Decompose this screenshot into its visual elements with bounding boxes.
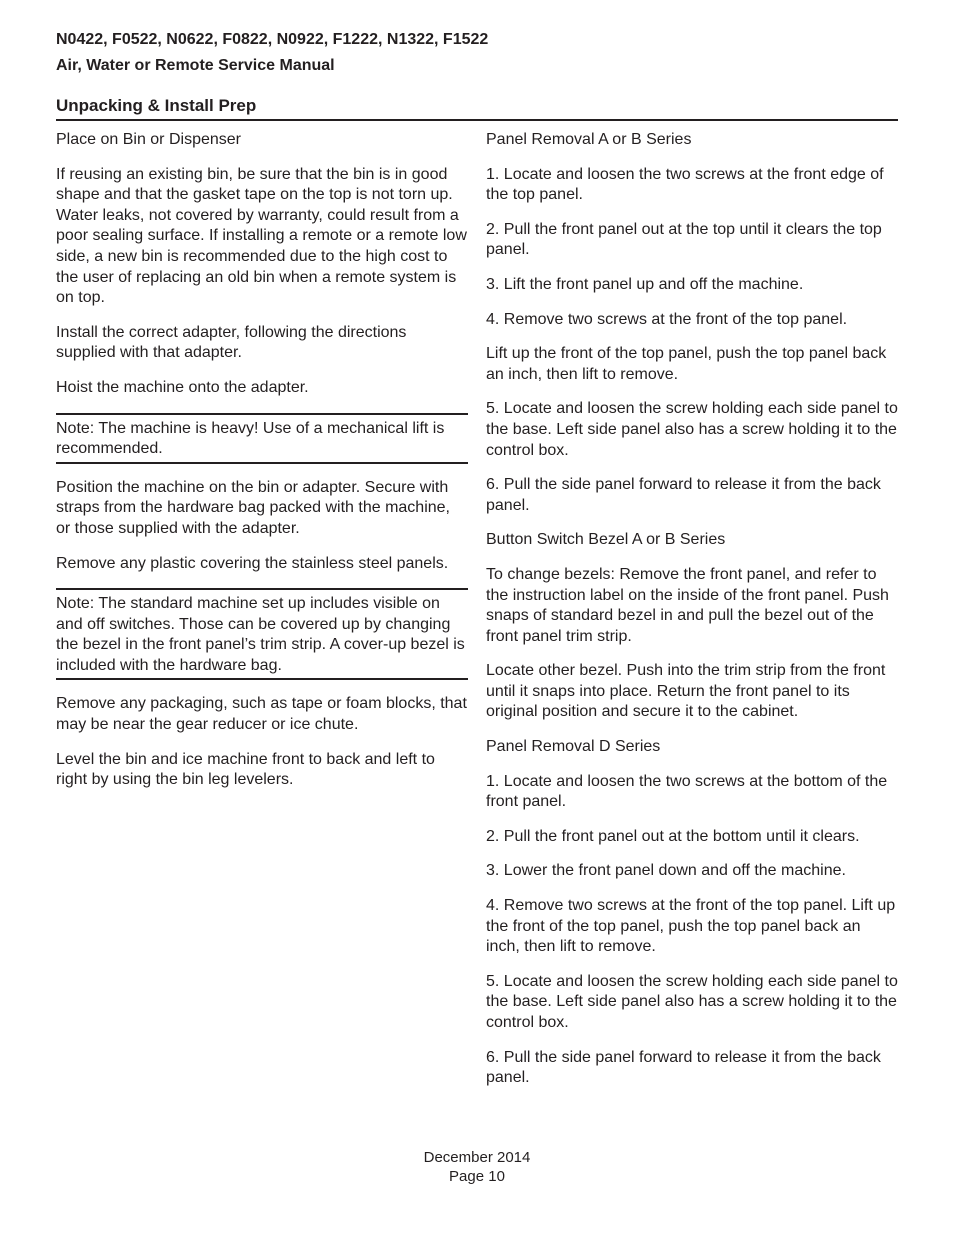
paragraph: Install the correct adapter, following the directions supplied with that adapter. [56,323,407,362]
subheading-panel-removal-d: Panel Removal D Series [486,738,661,756]
note-box [56,588,468,680]
section-title: Unpacking & Install Prep [56,96,898,121]
step-item: 3. Lift the front panel up and off the machine. [486,275,804,293]
page-footer [0,1148,954,1186]
step-item: 4. Remove two screws at the front of the top panel. Lift up the front of the top panel, push the top panel back an inch, then lift to remove. [486,897,896,956]
subheading-panel-removal-ab: Panel Removal A or B Series [486,131,692,148]
step-item: 5. Locate and loosen the screw holding each side panel to the base. Left side panel also has a screw holding it to the control box. [486,400,898,459]
note-text: Note: The standard machine set up includes visible on and off switches. Those can be covered up by changing the bezel in the front panel’s trim strip. A cover-up bezel is included with the hardware bag. [56,595,465,674]
paragraph: Position the machine on the bin or adapter. Secure with straps from the hardware bag packed with the machine, or those supplied with the adapter. [56,478,450,537]
right-column [486,130,898,1103]
step-item: 2. Pull the front panel out at the bottom until it clears. [486,827,860,845]
document-header [56,30,488,76]
paragraph: Hoist the machine onto the adapter. [56,378,309,396]
model-numbers: N0422, F0522, N0622, F0822, N0922, F1222, N1322, F1522 [56,31,489,48]
page-number: Page 10 [449,1168,505,1185]
step-item: 6. Pull the side panel forward to release it from the back panel. [486,476,881,514]
paragraph: Remove any packaging, such as tape or foam blocks, that may be near the gear reducer or ice chute. [56,695,467,734]
step-item: 4. Remove two screws at the front of the top panel. [486,310,848,328]
step-item: 3. Lower the front panel down and off the machine. [486,862,846,880]
paragraph: Locate other bezel. Push into the trim strip from the front until it snaps into place. Return the front panel to its original position and secure it to the cabinet. [486,662,886,721]
note-box [56,413,468,464]
paragraph: To change bezels: Remove the front panel, and refer to the instruction label on the inside of the front panel. Push snaps of standard bezel in and pull the bezel out of the front panel trim strip. [486,565,889,645]
step-item: 6. Pull the side panel forward to release it from the back panel. [486,1048,881,1087]
step-item: 1. Locate and loosen the two screws at the bottom of the front panel. [486,772,888,811]
subheading-place-on-bin: Place on Bin or Dispenser [56,131,241,148]
footer-date: December 2014 [423,1149,531,1166]
step-item: 1. Locate and loosen the two screws at the front edge of the top panel. [486,165,884,204]
paragraph: Remove any plastic covering the stainless steel panels. [56,554,449,572]
step-item: 5. Locate and loosen the screw holding each side panel to the base. Left side panel also has a screw holding it to the control box. [486,972,898,1031]
step-item: 2. Pull the front panel out at the top until it clears the top panel. [486,220,882,259]
paragraph: Lift up the front of the top panel, push the top panel back an inch, then lift to remove. [486,345,887,383]
left-column [56,130,468,805]
manual-title: Air, Water or Remote Service Manual [56,57,335,74]
note-text: Note: The machine is heavy! Use of a mechanical lift is recommended. [56,419,445,458]
paragraph: Level the bin and ice machine front to back and left to right by using the bin leg levelers. [56,750,435,789]
paragraph: If reusing an existing bin, be sure that the bin is in good shape and that the gasket tape on the top is not torn up. Water leaks, not covered by warranty, could result from a poor sealing surface. If installing a remote or a remote low side, a new bin is recommended due to the high cost to the user of replacing an old bin when a remote system is on top. [56,165,467,307]
subheading-button-switch-bezel: Button Switch Bezel A or B Series [486,531,726,549]
